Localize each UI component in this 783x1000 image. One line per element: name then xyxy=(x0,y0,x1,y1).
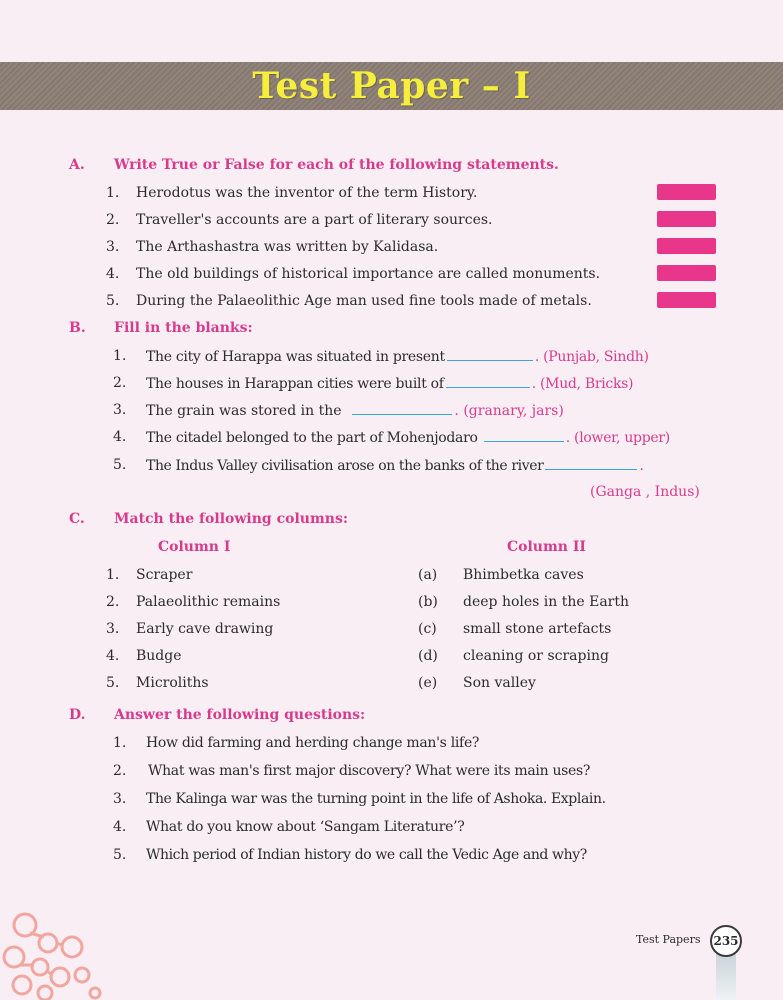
d-item-3-num: 3. xyxy=(113,791,127,807)
b-item-4-num: 4. xyxy=(113,429,127,445)
c-row-2-right: deep holes in the Earth xyxy=(463,594,630,610)
section-a-letter: A. xyxy=(69,157,85,173)
b-item-3-text: The grain was stored in the xyxy=(146,403,342,419)
b-item-5-options: . xyxy=(639,458,644,474)
blank-5[interactable] xyxy=(545,457,637,470)
b-item-5-num: 5. xyxy=(113,457,127,473)
c-row-4-num: 4. xyxy=(106,648,120,664)
b-item-5 xyxy=(146,457,643,474)
footer-label: Test Papers xyxy=(636,933,701,946)
c-row-1-num: 1. xyxy=(106,567,120,583)
b-item-3-num: 3. xyxy=(113,402,127,418)
c-row-5-letter: (e) xyxy=(418,675,438,691)
b-item-1-num: 1. xyxy=(113,348,127,364)
c-row-3-left: Early cave drawing xyxy=(136,621,274,637)
a-item-1-num: 1. xyxy=(106,185,120,201)
page-tab xyxy=(716,952,736,1000)
d-item-2-text: What was man's first major discovery? What were its main uses? xyxy=(148,763,591,779)
a-item-4-num: 4. xyxy=(106,266,120,282)
c-row-3-right: small stone artefacts xyxy=(463,621,612,637)
blank-3[interactable] xyxy=(352,402,452,415)
a-item-3-num: 3. xyxy=(106,239,120,255)
b-item-2 xyxy=(146,375,633,392)
section-d-heading: Answer the following questions: xyxy=(114,707,366,723)
b-item-3 xyxy=(146,402,564,419)
c-row-5-right: Son valley xyxy=(463,675,536,691)
b-item-2-options: . (Mud, Bricks) xyxy=(531,376,634,392)
b-item-4 xyxy=(146,429,670,446)
answer-box-4[interactable] xyxy=(657,265,716,281)
decorative-circles-icon xyxy=(0,905,110,1000)
answer-box-2[interactable] xyxy=(657,211,716,227)
section-d-letter: D. xyxy=(69,707,86,723)
c-row-5-num: 5. xyxy=(106,675,120,691)
page-number: 235 xyxy=(710,925,742,957)
b-item-5-choices: (Ganga , Indus) xyxy=(590,484,700,500)
c-row-3-num: 3. xyxy=(106,621,120,637)
c-row-3-letter: (c) xyxy=(418,621,437,637)
c-row-4-letter: (d) xyxy=(418,648,438,664)
c-row-2-num: 2. xyxy=(106,594,120,610)
answer-box-5[interactable] xyxy=(657,292,716,308)
a-item-3-text: The Arthashastra was written by Kalidasa. xyxy=(136,239,439,255)
b-item-4-options: . (lower, upper) xyxy=(565,430,670,446)
d-item-4-text: What do you know about ‘Sangam Literature’? xyxy=(146,819,465,835)
section-b-letter: B. xyxy=(69,320,86,336)
section-a-heading: Write True or False for each of the following statements. xyxy=(114,157,559,173)
b-item-5-text: The Indus Valley civilisation arose on the banks of the river xyxy=(146,458,544,474)
a-item-1-text: Herodotus was the inventor of the term History. xyxy=(136,185,478,201)
c-row-1-right: Bhimbetka caves xyxy=(463,567,584,583)
c-row-1-left: Scraper xyxy=(136,567,193,583)
b-item-3-options: . (granary, jars) xyxy=(454,403,564,419)
answer-box-1[interactable] xyxy=(657,184,716,200)
d-item-1-text: How did farming and herding change man's life? xyxy=(146,735,480,751)
a-item-2-text: Traveller's accounts are a part of literary sources. xyxy=(136,212,493,228)
section-c-heading: Match the following columns: xyxy=(114,511,348,527)
b-item-1-text: The city of Harappa was situated in present xyxy=(146,349,445,365)
d-item-1-num: 1. xyxy=(113,735,127,751)
a-item-2-num: 2. xyxy=(106,212,120,228)
section-b-heading: Fill in the blanks: xyxy=(114,320,253,336)
column-1-header: Column I xyxy=(158,539,231,555)
c-row-5-left: Microliths xyxy=(136,675,209,691)
title-banner xyxy=(0,62,783,110)
c-row-4-right: cleaning or scraping xyxy=(463,648,609,664)
c-row-2-left: Palaeolithic remains xyxy=(136,594,281,610)
c-row-1-letter: (a) xyxy=(418,567,438,583)
d-item-5-num: 5. xyxy=(113,847,127,863)
section-c-letter: C. xyxy=(69,511,85,527)
page-title: Test Paper – I xyxy=(252,65,531,107)
column-2-header: Column II xyxy=(507,539,586,555)
b-item-1 xyxy=(146,348,649,365)
a-item-4-text: The old buildings of historical importance are called monuments. xyxy=(136,266,601,282)
b-item-2-num: 2. xyxy=(113,375,127,391)
d-item-5-text: Which period of Indian history do we call the Vedic Age and why? xyxy=(146,847,587,863)
blank-2[interactable] xyxy=(446,375,530,388)
d-item-2-num: 2. xyxy=(113,763,127,779)
a-item-5-text: During the Palaeolithic Age man used fine tools made of metals. xyxy=(136,293,592,309)
blank-1[interactable] xyxy=(447,348,533,361)
b-item-2-text: The houses in Harappan cities were built of xyxy=(146,376,444,392)
c-row-4-left: Budge xyxy=(136,648,182,664)
b-item-1-options: . (Punjab, Sindh) xyxy=(534,349,649,365)
a-item-5-num: 5. xyxy=(106,293,120,309)
d-item-4-num: 4. xyxy=(113,819,127,835)
answer-box-3[interactable] xyxy=(657,238,716,254)
c-row-2-letter: (b) xyxy=(418,594,438,610)
b-item-4-text: The citadel belonged to the part of Mohenjodaro xyxy=(146,430,478,446)
d-item-3-text: The Kalinga war was the turning point in the life of Ashoka. Explain. xyxy=(146,791,606,807)
blank-4[interactable] xyxy=(484,429,564,442)
